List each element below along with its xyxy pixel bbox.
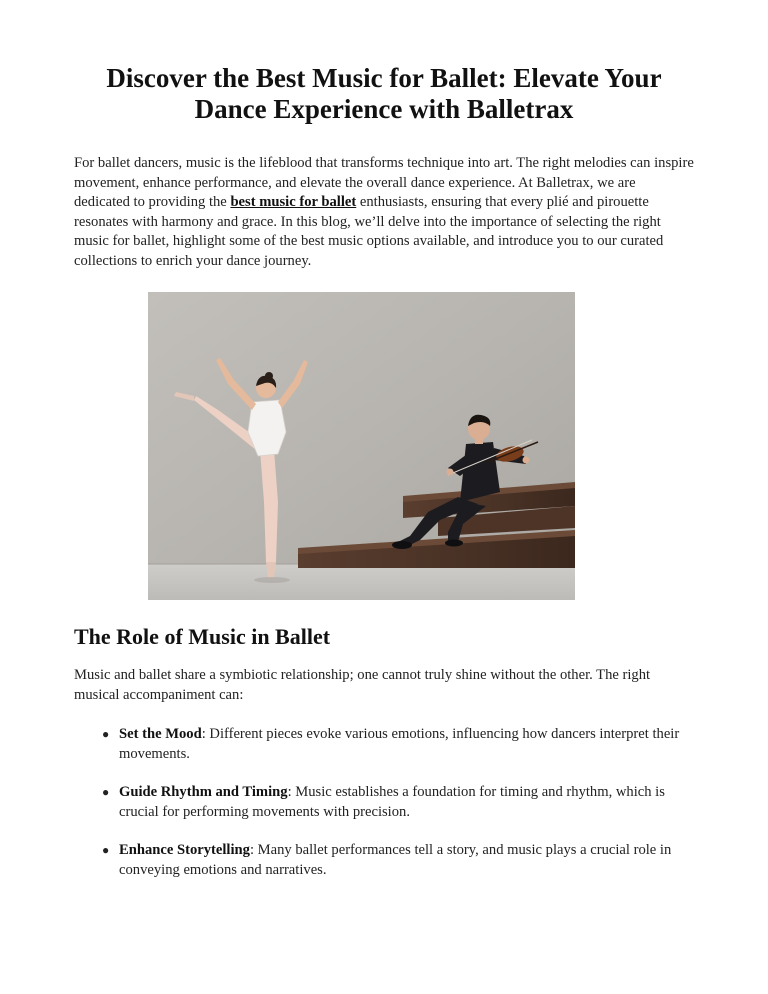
intro-paragraph xyxy=(74,154,694,271)
section-heading: The Role of Music in Ballet xyxy=(74,624,331,649)
list-item-text: : Different pieces evoke various emotions, influencing how dancers interpret their movements. xyxy=(119,726,680,762)
bullet-icon: ● xyxy=(102,785,110,799)
ballerina-violinist-photo xyxy=(148,292,575,600)
bullet-icon: ● xyxy=(102,843,110,857)
intro-text-after-link: enthusiasts, ensuring that every plié and pirouette resonates with harmony and grace. In this blog, we’ll delve into the importance of selecting the right music for ballet, highlight some of the best music options available, and introduce you to our curated collections to enrich your dance journey. xyxy=(74,194,664,269)
list-item-term: Enhance Storytelling xyxy=(119,842,250,858)
list-item-text: : Many ballet performances tell a story, and music plays a crucial role in conveying emotions and narratives. xyxy=(119,842,672,878)
best-music-for-ballet-link[interactable]: best music for ballet xyxy=(230,194,357,210)
list-item-term: Set the Mood xyxy=(119,726,202,742)
bullet-icon: ● xyxy=(102,727,110,741)
list-item xyxy=(102,841,694,880)
list-item xyxy=(102,783,694,822)
music-roles-list xyxy=(74,725,694,880)
page-title: Discover the Best Music for Ballet: Elevate Your Dance Experience with Balletrax xyxy=(106,63,662,124)
floor xyxy=(148,564,575,600)
intro-text-before-link: For ballet dancers, music is the lifeblood that transforms technique into art. The right melodies can inspire movement, enhance performance, and elevate the overall dance experience. At Balletrax, we are dedicated to providing the xyxy=(74,155,694,210)
list-item xyxy=(102,725,694,764)
section-paragraph: Music and ballet share a symbiotic relationship; one cannot truly shine without the other. The right musical accompaniment can: xyxy=(74,667,651,703)
list-item-text: : Music establishes a foundation for timing and rhythm, which is crucial for performing movements with precision. xyxy=(119,784,665,820)
list-item-term: Guide Rhythm and Timing xyxy=(119,784,288,800)
